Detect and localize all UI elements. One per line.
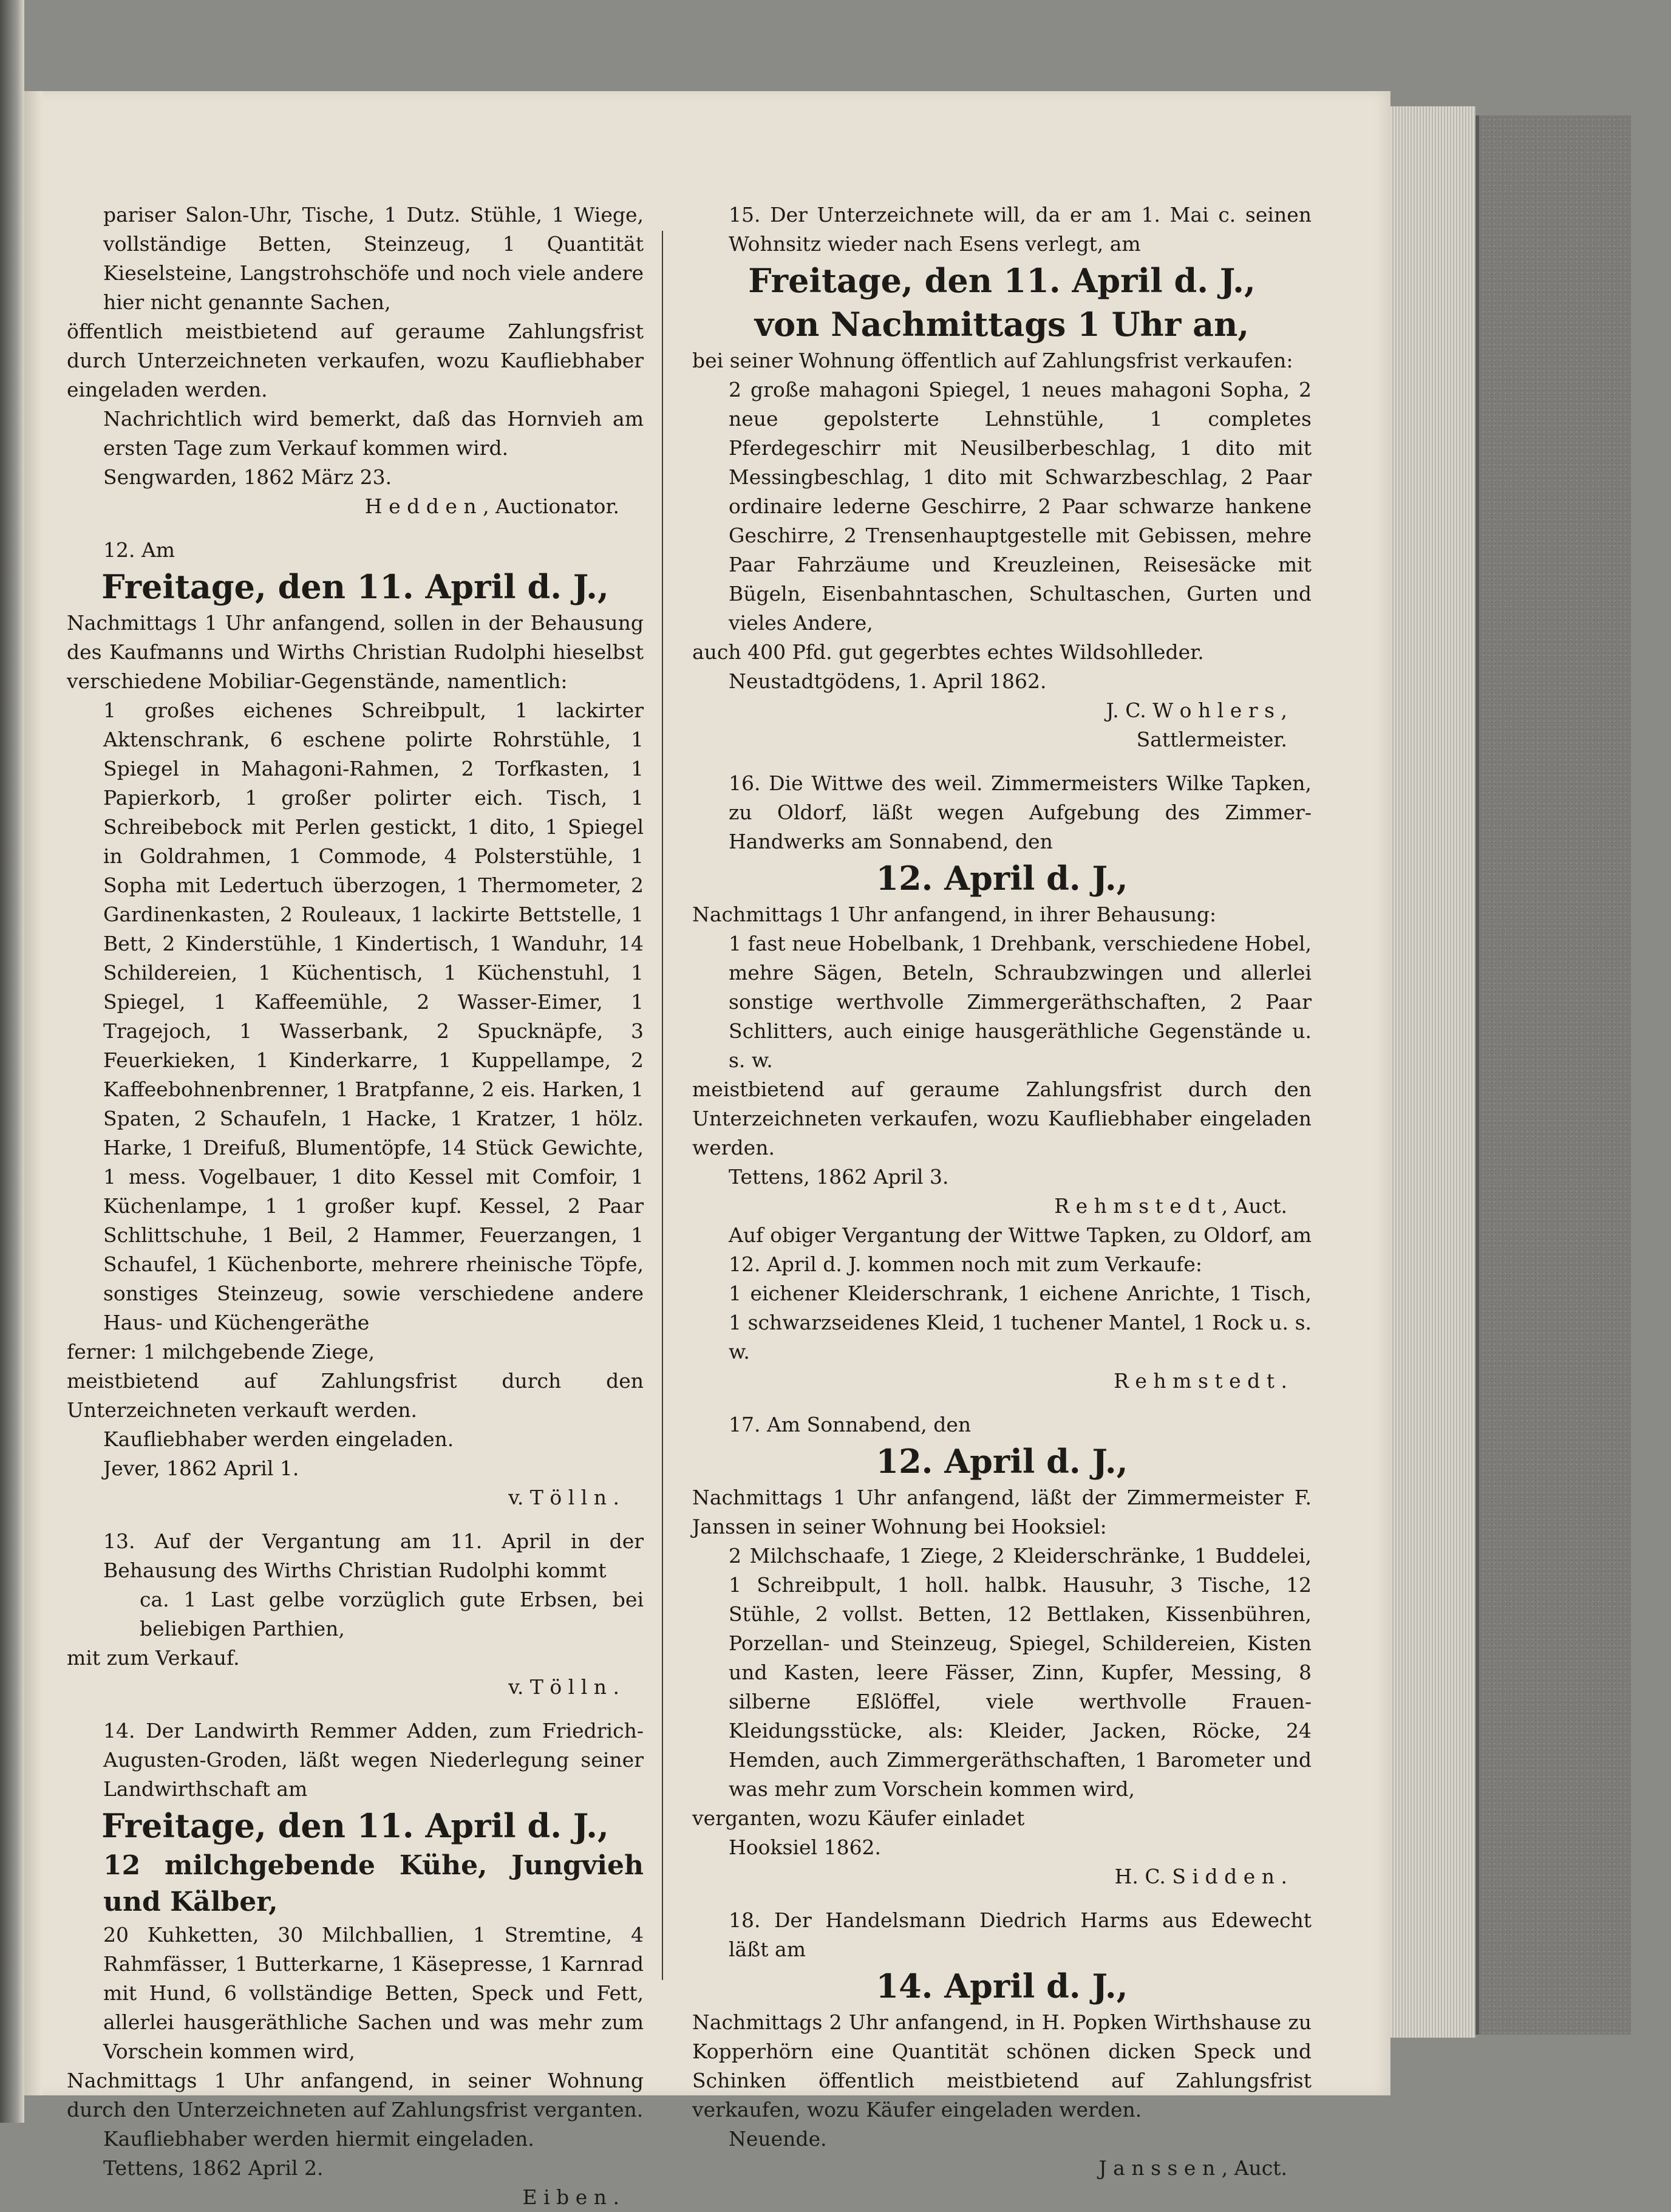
notice-15-time: von Nachmittags 1 Uhr an, xyxy=(754,305,1250,344)
notice-14-list: 20 Kuhketten, 30 Milchballien, 1 Stremtine, 4 Rahmfässer, 1 Butterkarne, 1 Käsepresse, 1 Karnrad mit Hund, 6 vollständige Betten, Speck und Fett, allerlei hausgeräthliche Sachen und was mehr zum Vorschein kommen wird, xyxy=(103,1923,644,2063)
page-gutter xyxy=(24,91,43,2095)
left-column xyxy=(67,200,644,2212)
notice-17-place: Hooksiel 1862. xyxy=(729,1835,882,1859)
notice-13-item: ca. 1 Last gelbe vorzüglich gute Erbsen, bei beliebigen Parthien, xyxy=(140,1588,644,1640)
notice-12-date: Freitage, den 11. April d. J., xyxy=(101,567,609,606)
notice-14-body: 14. Der Landwirth Remmer Adden, zum Friedrich-Augusten-Groden, läßt wegen Niederlegung seiner Landwirthschaft am xyxy=(103,1719,644,1801)
notice-12-list: 1 großes eichenes Schreibpult, 1 lackirter Aktenschrank, 6 eschene polirte Rohrstühle, 1 Spiegel in Mahagoni-Rahmen, 2 Torfkasten, 1 Papierkorb, 1 großer polirter eich. Tisch, 1 Schreibebock mit Perlen gestickt, 1 dito, 1 Spiegel in Goldrahmen, 1 Commode, 4 Polsterstühle, 1 Sopha mit Ledertuch überzogen, 1 Thermometer, 2 Gardinenkasten, 2 Rouleaux, 1 lackirte Bettstelle, 1 Bett, 2 Kinderstühle, 1 Kindertisch, 1 Wanduhr, 14 Schildereien, 1 Küchentisch, 1 Küchenstuhl, 1 Spiegel, 1 Kaffeemühle, 2 Wasser-Eimer, 1 Tragejoch, 1 Wasserbank, 2 Spucknäpfe, 3 Feuerkieken, 1 Kinderkarre, 1 Kuppellampe, 2 Kaffeebohnenbrenner, 1 Bratpfanne, 2 eis. Harken, 1 Spaten, 2 Schaufeln, 1 Hacke, 1 Kratzer, 1 hölz. Harke, 1 Dreifuß, Blumentöpfe, 14 Stück Gewichte, 1 mess. Vogelbauer, 1 dito Kessel mit Comfoir, 1 Küchenlampe, 1 1 großer kupf. Kessel, 2 Paar Schlittschuhe, 1 Beil, 2 Hammer, Feuerzangen, 1 Schaufel, 1 Küchenborte, mehrere rheinische Töpfe, sonstiges Steinzeug, sowie verschiedene andere Haus- und Küchengeräthe xyxy=(103,698,644,1334)
notice-15-place: Neustadtgödens, 1. April 1862. xyxy=(729,669,1047,693)
notice-15-body2: bei seiner Wohnung öffentlich auf Zahlungsfrist verkaufen: xyxy=(692,349,1293,372)
intro-signature: H e d d e n , Auctionator. xyxy=(364,494,619,518)
notice-14-invite: Kaufliebhaber werden hiermit eingeladen. xyxy=(103,2127,534,2151)
notice-12-body: Nachmittags 1 Uhr anfangend, sollen in der Behausung des Kaufmanns und Wirths Christian Rudolphi hieselbst verschiedene Mobiliar-Gegenstände, namentlich: xyxy=(67,611,644,693)
notice-12-signature: v. T ö l l n . xyxy=(508,1486,619,1509)
notice-15-list: 2 große mahagoni Spiegel, 1 neues mahagoni Sopha, 2 neue gepolsterte Lehnstühle, 1 completes Pferdegeschirr mit Neusilberbeschlag, 1 dito mit Messingbeschlag, 1 dito mit Schwarzbeschlag, 2 Paar ordinaire lederne Geschirre, 2 Paar schwarze hankene Geschirre, 2 Trensenhauptgestelle mit Gebissen, mehre Paar Fahrzäume und Kreuzleinen, Reisesäcke mit Bügeln, Eisenbahntaschen, Schultaschen, Gurten und vieles Andere, xyxy=(729,378,1312,635)
notice-17-body: Nachmittags 1 Uhr anfangend, läßt der Zimmermeister F. Janssen in seiner Wohnung bei Hooksiel: xyxy=(692,1486,1312,1538)
notice-13-signature: v. T ö l l n . xyxy=(508,1675,619,1699)
notice-16-list: 1 fast neue Hobelbank, 1 Drehbank, verschiedene Hobel, mehre Sägen, Beteln, Schraubzwingen und allerlei sonstige werthvolle Zimmergeräthschaften, 2 Paar Schlitters, auch einige hausgeräthliche Gegenstände u. s. w. xyxy=(729,932,1312,1072)
notice-16-signature-2: R e h m s t e d t . xyxy=(1114,1369,1287,1393)
intro-note: Nachrichtlich wird bemerkt, daß das Hornvieh am ersten Tage zum Verkauf kommen wird. xyxy=(103,407,644,460)
notice-15-body: 15. Der Unterzeichnete will, da er am 1. Mai c. seinen Wohnsitz wieder nach Esens verlegt, am xyxy=(729,203,1312,256)
book-cover xyxy=(1475,115,1631,2035)
notice-16-body2: Nachmittags 1 Uhr anfangend, in ihrer Behausung: xyxy=(692,903,1217,926)
notice-18-place: Neuende. xyxy=(729,2127,827,2151)
notice-16-date: 12. April d. J., xyxy=(876,859,1128,898)
notice-12-invite: Kaufliebhaber werden eingeladen. xyxy=(103,1427,454,1451)
notice-18-signature: J a n s s e n , Auct. xyxy=(1098,2156,1287,2180)
notice-17-date: 12. April d. J., xyxy=(876,1442,1128,1481)
notice-17-head: 17. Am Sonnabend, den xyxy=(729,1413,972,1436)
notice-15-role: Sattlermeister. xyxy=(1136,728,1287,751)
notice-14-date: Freitage, den 11. April d. J., xyxy=(101,1806,609,1845)
intro-place: Sengwarden, 1862 März 23. xyxy=(103,465,392,489)
notice-12-ferner: ferner: 1 milchgebende Ziege, xyxy=(67,1340,375,1364)
notice-14-items-head: 12 milchgebende Kühe, Jungvieh und Kälber, xyxy=(103,1850,644,1917)
notice-16-addendum-list: 1 eichener Kleiderschrank, 1 eichene Anrichte, 1 Tisch, 1 schwarzseidenes Kleid, 1 tuchener Mantel, 1 Rock u. s. w. xyxy=(729,1282,1312,1364)
intro-list: pariser Salon-Uhr, Tische, 1 Dutz. Stühle, 1 Wiege, vollständige Betten, Steinzeug, 1 Quantität Kieselsteine, Langstrohschöfe und noch viele andere hier nicht genannte Sachen, xyxy=(103,203,644,314)
column-divider xyxy=(662,231,663,1980)
notice-14-body2: Nachmittags 1 Uhr anfangend, in seiner Wohnung durch den Unterzeichneten auf Zahlungsfrist verganten. xyxy=(67,2069,644,2122)
notice-16-addendum: Auf obiger Vergantung der Wittwe Tapken, zu Oldorf, am 12. April d. J. kommen noch mit zum Verkaufe: xyxy=(729,1223,1312,1276)
notice-12-place: Jever, 1862 April 1. xyxy=(103,1456,299,1480)
notice-16-body3: meistbietend auf geraume Zahlungsfrist durch den Unterzeichneten verkaufen, wozu Kaufliebhaber eingeladen werden. xyxy=(692,1077,1312,1159)
notice-17-body2: verganten, wozu Käufer einladet xyxy=(692,1806,1025,1830)
notice-12-head: 12. Am xyxy=(103,538,175,562)
right-column xyxy=(692,200,1312,2183)
notice-15-date: Freitage, den 11. April d. J., xyxy=(748,261,1256,300)
intro-body: öffentlich meistbietend auf geraume Zahlungsfrist durch Unterzeichneten verkaufen, wozu Kaufliebhaber eingeladen werden. xyxy=(67,319,644,401)
notice-18-body2: Nachmittags 2 Uhr anfangend, in H. Popken Wirthshause zu Kopperhörn eine Quantität schönen dicken Speck und Schinken öffentlich meistbietend auf Zahlungsfrist verkaufen, wozu Käufer eingeladen werden. xyxy=(692,2010,1312,2122)
notice-15-signature: J. C. W o h l e r s , xyxy=(1106,698,1287,722)
notice-17-list: 2 Milchschaafe, 1 Ziege, 2 Kleiderschränke, 1 Buddelei, 1 Schreibpult, 1 holl. halbk. Hausuhr, 3 Tische, 12 Stühle, 2 vollst. Betten, 12 Bettlaken, Kissenbühren, Porzellan- und Steinzeug, Spiegel, Schildereien, Kisten und Kasten, leere Fässer, Zinn, Kupfer, Messing, 8 silberne Eßlöffel, viele werthvolle Frauen-Kleidungsstücke, als: Kleider, Jacken, Röcke, 24 Hemden, auch Zimmergeräthschaften, 1 Barometer und was mehr zum Vorschein kommen wird, xyxy=(729,1544,1312,1801)
notice-12-body2: meistbietend auf Zahlungsfrist durch den Unterzeichneten verkauft werden. xyxy=(67,1369,644,1422)
notice-18-body: 18. Der Handelsmann Diedrich Harms aus Edewecht läßt am xyxy=(729,1908,1312,1961)
book-page-edges xyxy=(1390,106,1475,2038)
notice-18-date: 14. April d. J., xyxy=(876,1967,1128,2005)
notice-14-signature: E i b e n . xyxy=(522,2185,619,2209)
notice-16-body: 16. Die Wittwe des weil. Zimmermeisters Wilke Tapken, zu Oldorf, läßt wegen Aufgebung des Zimmer-Handwerks am Sonnabend, den xyxy=(729,771,1312,853)
notice-15-extra: auch 400 Pfd. gut gegerbtes echtes Wildsohlleder. xyxy=(692,640,1204,664)
previous-page-edge xyxy=(0,0,24,2123)
notice-16-signature: R e h m s t e d t , Auct. xyxy=(1054,1194,1287,1218)
notice-13-end: mit zum Verkauf. xyxy=(67,1646,240,1670)
notice-14-place: Tettens, 1862 April 2. xyxy=(103,2156,324,2180)
notice-16-place: Tettens, 1862 April 3. xyxy=(729,1165,949,1189)
notice-13-body: 13. Auf der Vergantung am 11. April in der Behausung des Wirths Christian Rudolphi kommt xyxy=(103,1529,644,1582)
notice-17-signature: H. C. S i d d e n . xyxy=(1114,1865,1287,1888)
